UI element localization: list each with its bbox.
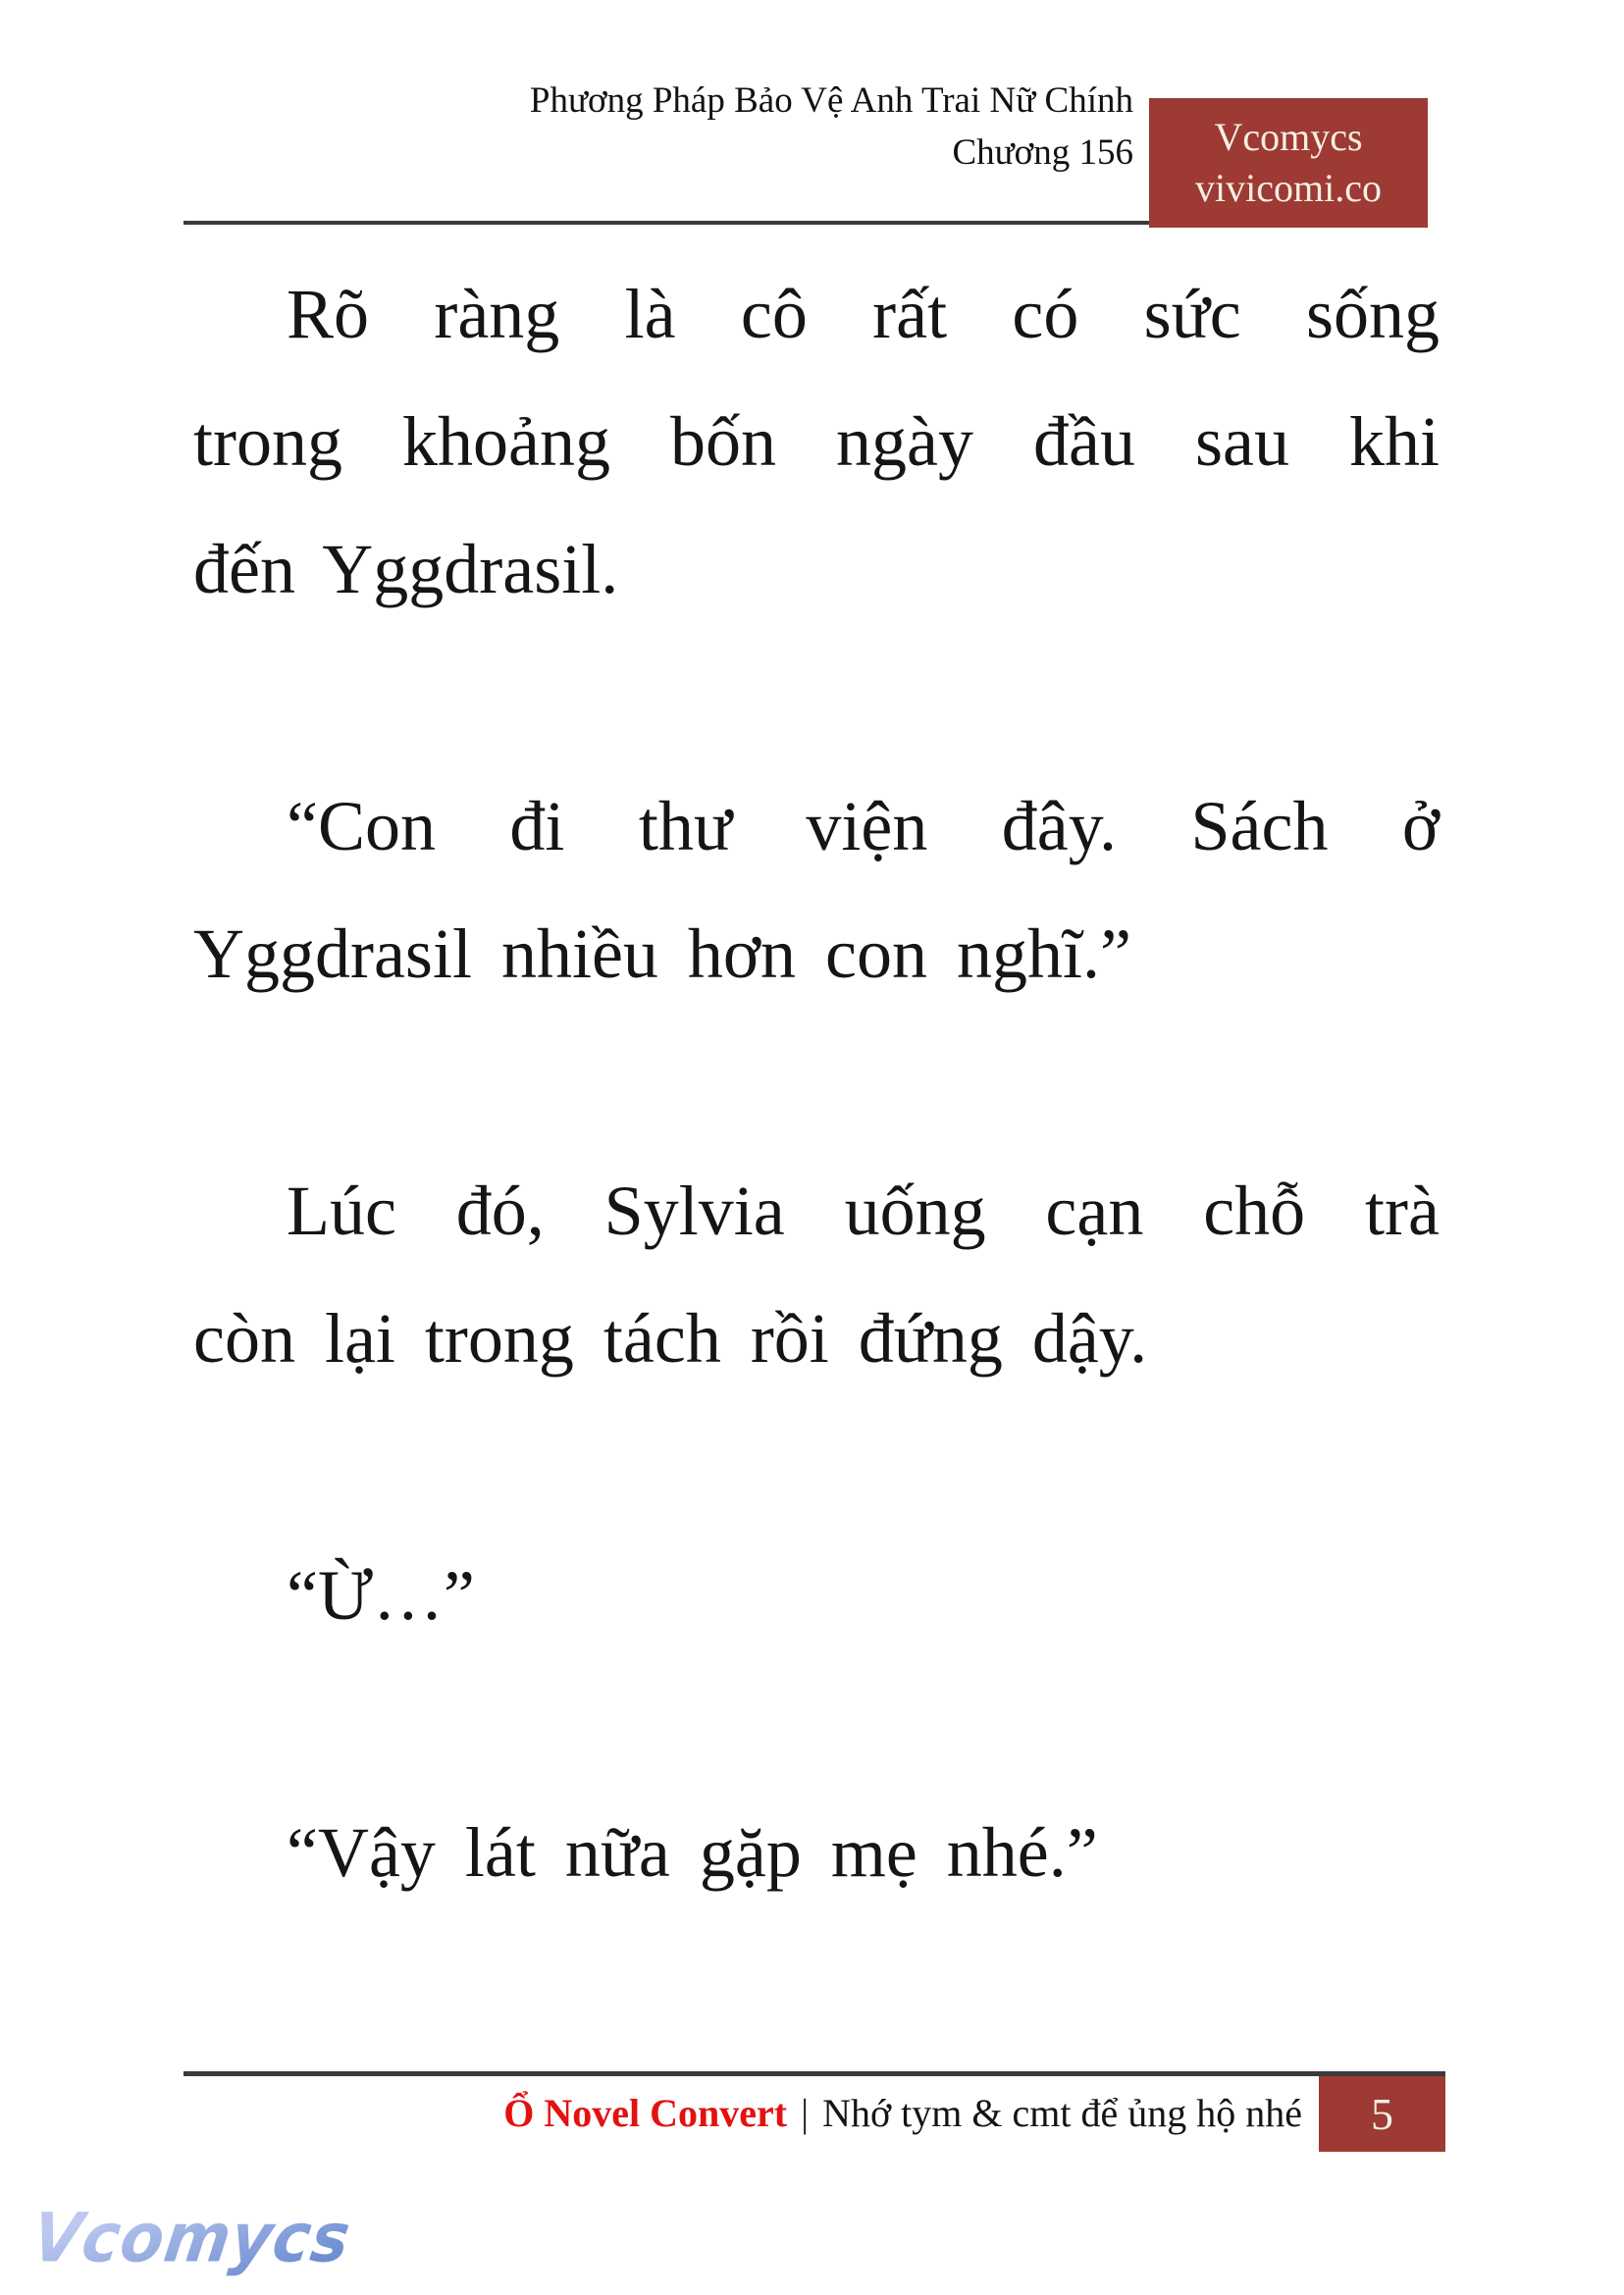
body-line: còn lại trong tách rồi đứng dậy.	[193, 1299, 1148, 1378]
chapter-label: Chương 156	[952, 132, 1133, 173]
page-footer	[183, 2086, 1302, 2141]
paragraph	[193, 250, 1440, 633]
footer-brand: Ổ Novel Convert	[503, 2091, 788, 2135]
paragraph	[193, 1789, 1440, 1916]
paragraph	[193, 1532, 1440, 1659]
page-number: 5	[1371, 2089, 1393, 2139]
footer-divider	[183, 2071, 1445, 2076]
footer-note: Nhớ tym & cmt để ủng hộ nhé	[822, 2091, 1302, 2135]
site-badge	[1149, 98, 1428, 228]
body-line: Yggdrasil nhiều hơn con nghĩ.”	[193, 914, 1131, 993]
body-line: “Con đi thư viện đây. Sách ở	[287, 787, 1440, 865]
site-badge-url: vivicomi.co	[1195, 166, 1382, 210]
body-line: “Ừ…”	[287, 1556, 475, 1635]
novel-title: Phương Pháp Bảo Vệ Anh Trai Nữ Chính	[529, 80, 1133, 121]
body-line: Rõ ràng là cô rất có sức sống	[287, 275, 1440, 353]
vcomycs-watermark-logo: Vcomycs	[27, 2200, 356, 2278]
page-header	[183, 75, 1133, 179]
body-line: “Vậy lát nữa gặp mẹ nhé.”	[287, 1813, 1098, 1892]
body-line: Lúc đó, Sylvia uống cạn chỗ trà	[287, 1172, 1440, 1250]
body-line: trong khoảng bốn ngày đầu sau khi	[193, 402, 1440, 481]
paragraph	[193, 1147, 1440, 1402]
paragraph	[193, 762, 1440, 1017]
page-number-badge	[1319, 2076, 1445, 2152]
site-badge-name: Vcomycs	[1214, 115, 1363, 159]
body-line: đến Yggdrasil.	[193, 530, 619, 608]
body-text	[193, 250, 1440, 2046]
footer-separator: |	[801, 2091, 810, 2135]
